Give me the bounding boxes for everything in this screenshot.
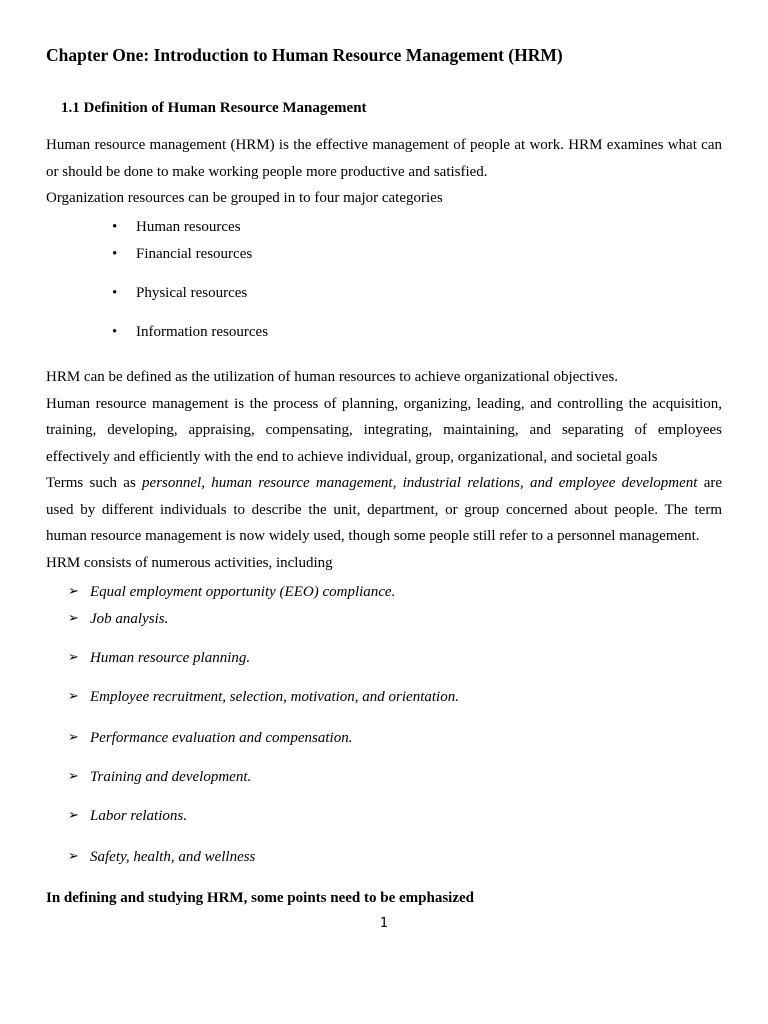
bullet-dot-icon: • [112, 246, 118, 262]
terms-line-1-start: Terms such as [46, 475, 143, 491]
list-item-text: Equal employment opportunity (EEO) compliance. [90, 584, 396, 600]
terms-line-1 [46, 470, 722, 497]
intro-line-2: or should be done to make working people more productive and satisfied. [46, 163, 488, 180]
definition-long-line-1: Human resource management is the process of planning, organizing, leading, and controlling the acquisition, [46, 395, 722, 412]
closing-heading: In defining and studying HRM, some points need to be emphasized [46, 890, 474, 906]
list-item-text: Training and development. [90, 769, 252, 785]
list-item-text: Physical resources [136, 285, 248, 301]
list-item-text: Financial resources [136, 246, 253, 262]
arrow-bullet-icon: ➢ [68, 730, 79, 745]
arrow-bullet-icon: ➢ [68, 650, 79, 665]
arrow-bullet-icon: ➢ [68, 808, 79, 823]
arrow-bullet-icon: ➢ [68, 849, 79, 864]
terms-italic: personnel, human resource management, industrial relations, and employee development [142, 475, 698, 491]
arrow-bullet-icon: ➢ [68, 584, 79, 599]
list-item-text: Safety, health, and wellness [90, 849, 256, 865]
terms-line-3: human resource management is now widely used, though some people still refer to a personnel management. [46, 528, 700, 544]
intro-line-3: Organization resources can be grouped in to four major categories [46, 190, 443, 206]
definition-paragraph [46, 364, 722, 576]
intro-paragraph [46, 132, 722, 212]
definition-long-line-2: training, developing, appraising, compensating, integrating, maintaining, and separating of employees [46, 422, 722, 438]
bullet-dot-icon: • [112, 285, 118, 301]
terms-line-1-end: are [697, 475, 723, 491]
definition-long-line-3: effectively and efficiently with the end to achieve individual, group, organizational, and societal goals [46, 448, 658, 465]
list-item-text: Employee recruitment, selection, motivation, and orientation. [90, 689, 459, 705]
bullet-dot-icon: • [112, 219, 118, 235]
terms-line-2: used by different individuals to describe the unit, department, or group concerned about people. The term [46, 501, 722, 518]
list-item-text: Performance evaluation and compensation. [90, 730, 353, 746]
definition-short: HRM can be defined as the utilization of human resources to achieve organizational objectives. [46, 369, 619, 385]
activities-intro: HRM consists of numerous activities, including [46, 554, 333, 571]
section-heading: 1.1 Definition of Human Resource Management [61, 100, 367, 116]
arrow-bullet-icon: ➢ [68, 689, 79, 704]
chapter-title: Chapter One: Introduction to Human Resource Management (HRM) [46, 45, 563, 65]
intro-line-1: Human resource management (HRM) is the effective management of people at work. HRM examines what can [46, 137, 722, 153]
list-item-text: Information resources [136, 324, 269, 340]
list-item-text: Human resource planning. [90, 650, 251, 666]
arrow-bullet-icon: ➢ [68, 769, 79, 784]
list-item-text: Job analysis. [90, 611, 169, 627]
page-number: 1 [379, 916, 389, 931]
list-item-text: Labor relations. [90, 808, 187, 824]
list-item-text: Human resources [136, 219, 241, 235]
arrow-bullet-icon: ➢ [68, 611, 79, 626]
bullet-dot-icon: • [112, 324, 118, 340]
